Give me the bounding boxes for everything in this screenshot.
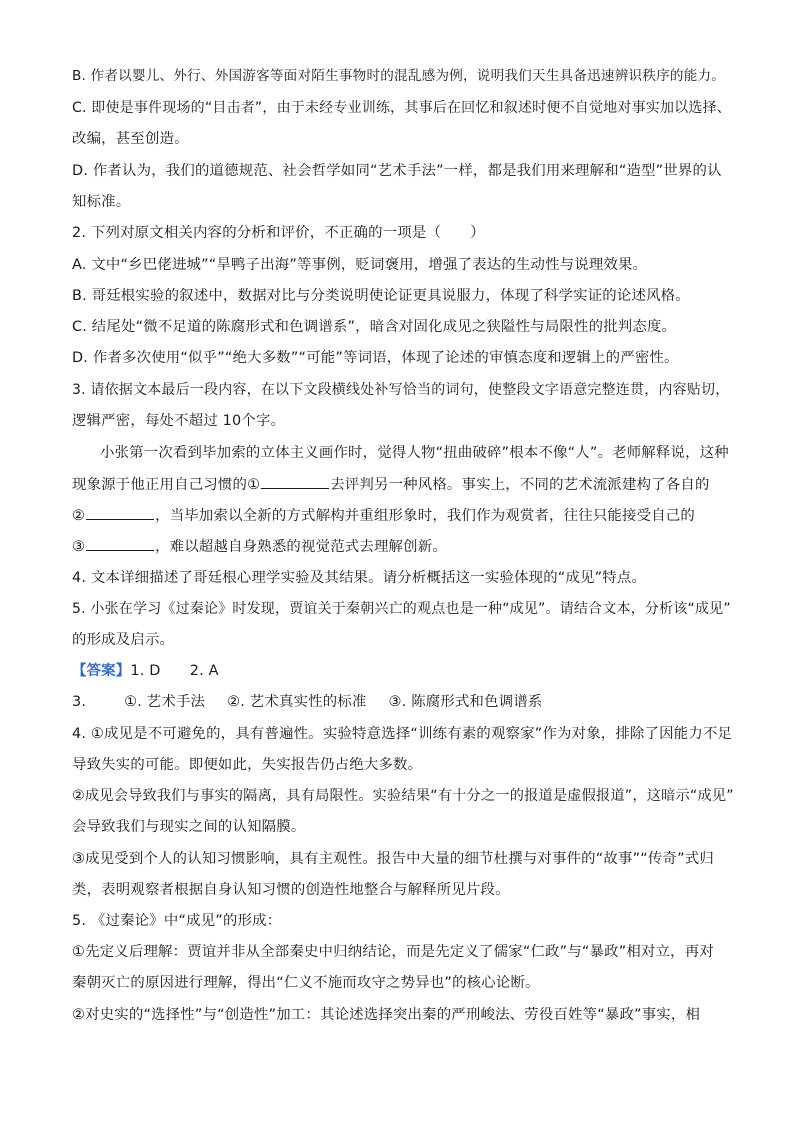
- answer-3-item-1: ①. 艺术手法: [124, 694, 206, 710]
- blank-2: [86, 505, 154, 520]
- question-2-stem: 2. 下列对原文相关内容的分析和评价，不正确的一项是（ ）: [72, 225, 485, 241]
- answer-5-line-3: 秦朝灭亡的原因进行理解，得出“仁义不施而攻守之势异也”的核心论断。: [72, 975, 540, 991]
- q2-option-d: D. 作者多次使用“似乎”“绝大多数”“可能”等词语，体现了论述的审慎态度和逻辑上的严密性。: [72, 350, 679, 366]
- answer-3-item-3: ③. 陈腐形式和色调谱系: [388, 694, 543, 710]
- q3-passage-text: ，难以超越自身熟悉的视觉范式去理解创新。: [155, 539, 447, 555]
- question-4-stem: 4. 文本详细描述了哥廷根心理学实验及其结果。请分析概括这一实验体现的“成见”特点。: [72, 570, 647, 586]
- answer-4-line-4: 会导致我们与现实之间的认知隔膜。: [72, 819, 306, 835]
- q3-passage-text: ，当毕加索以全新的方式解构并重组形象时，我们作为观赏者，往往只能接受自己的: [155, 508, 695, 524]
- answer-4-line-2: 导致失实的可能。即便如此，失实报告仍占绝大多数。: [72, 757, 423, 773]
- answer-5-line-2: ①先定义后理解：贾谊并非从全部秦史中归纳结论，而是先定义了儒家“仁政”与“暴政”相对立，再对: [72, 944, 714, 960]
- blank-3: [86, 536, 154, 551]
- q3-passage-line-1: 小张第一次看到毕加索的立体主义画作时，觉得人物“扭曲破碎”根本不像“人”。老师解释说，这种: [100, 445, 729, 461]
- option-b-line: B. 作者以婴儿、外行、外国游客等面对陌生事物时的混乱感为例，说明我们天生具备迅速辨识秩序的能力。: [72, 68, 726, 84]
- q2-option-a: A. 文中“乡巴佬进城”“旱鸭子出海”等事例，贬词褒用，增强了表达的生动性与说理效果。: [72, 257, 648, 273]
- q2-option-b: B. 哥廷根实验的叙述中，数据对比与分类说明使论证更具说服力，体现了科学实证的论述风格。: [72, 288, 690, 304]
- blank-label: ③: [72, 539, 86, 555]
- option-d-line: D. 作者认为，我们的道德规范、社会哲学如同“艺术手法”一样，都是我们用来理解和“造型”世界的认: [72, 163, 722, 179]
- q3-passage-line-2: [72, 474, 710, 495]
- answer-4-line-6: 类，表明观察者根据自身认知习惯的创造性地整合与解释所见片段。: [72, 882, 510, 898]
- blank-label: ②: [72, 508, 86, 524]
- q3-passage-line-4: [72, 536, 447, 557]
- answer-tag: 【答案】: [72, 663, 131, 679]
- question-5-stem-continued: 的形成及启示。: [72, 632, 175, 648]
- answer-5-line-1: 5. 《过秦论》中“成见”的形成：: [72, 913, 282, 929]
- answers-1-2: 1. D 2. A: [130, 663, 219, 679]
- q2-option-c: C. 结尾处“微不足道的陈腐形式和色调谱系”，暗含对固化成见之狭隘性与局限性的批判态度。: [72, 319, 677, 335]
- answer-3-number: 3.: [72, 694, 87, 710]
- question-3-stem-continued: 逻辑严密，每处不超过 10个字。: [72, 413, 286, 429]
- blank-1: [261, 474, 329, 489]
- answer-3-item-2: ②. 艺术真实性的标准: [227, 694, 367, 710]
- answer-5-line-4: ②对史实的“选择性”与“创造性”加工：其论述选择突出秦的严刑峻法、劳役百姓等“暴政”事实，相: [72, 1007, 701, 1023]
- answer-4-line-3: ②成见会导致我们与事实的隔离，具有局限性。实验结果“有十分之一的报道是虚假报道”，这暗示“成见”: [72, 788, 734, 804]
- question-3-stem: 3. 请依据文本最后一段内容，在以下文段横线处补写恰当的词句，使整段文字语意完整连贯，内容贴切，: [72, 382, 730, 398]
- answer-3-line: [72, 692, 543, 712]
- question-5-stem: 5. 小张在学习《过秦论》时发现，贾谊关于秦朝兴亡的观点也是一种“成见”。请结合文本，分析该“成见”: [72, 601, 731, 617]
- option-c-line: C. 即使是事件现场的“目击者”，由于未经专业训练，其事后在回忆和叙述时便不自觉地对事实加以选择、: [72, 100, 731, 116]
- option-c-continued: 改编，甚至创造。: [72, 131, 189, 147]
- answer-4-line-5: ③成见受到个人的认知习惯影响，具有主观性。报告中大量的细节杜撰与对事件的“故事”“传奇”式归: [72, 851, 714, 867]
- answer-header-line: [72, 661, 219, 681]
- option-d-continued: 知标准。: [72, 194, 131, 210]
- q3-passage-line-3: [72, 505, 695, 526]
- q3-passage-text: 去评判另一种风格。事实上，不同的艺术流派建构了各自的: [330, 477, 710, 493]
- q3-passage-text: 现象源于他正用自己习惯的①: [72, 477, 261, 493]
- answer-4-line-1: 4. ①成见是不可避免的，具有普遍性。实验特意选择“训练有素的观察家”作为对象，排除了因能力不足: [72, 726, 733, 742]
